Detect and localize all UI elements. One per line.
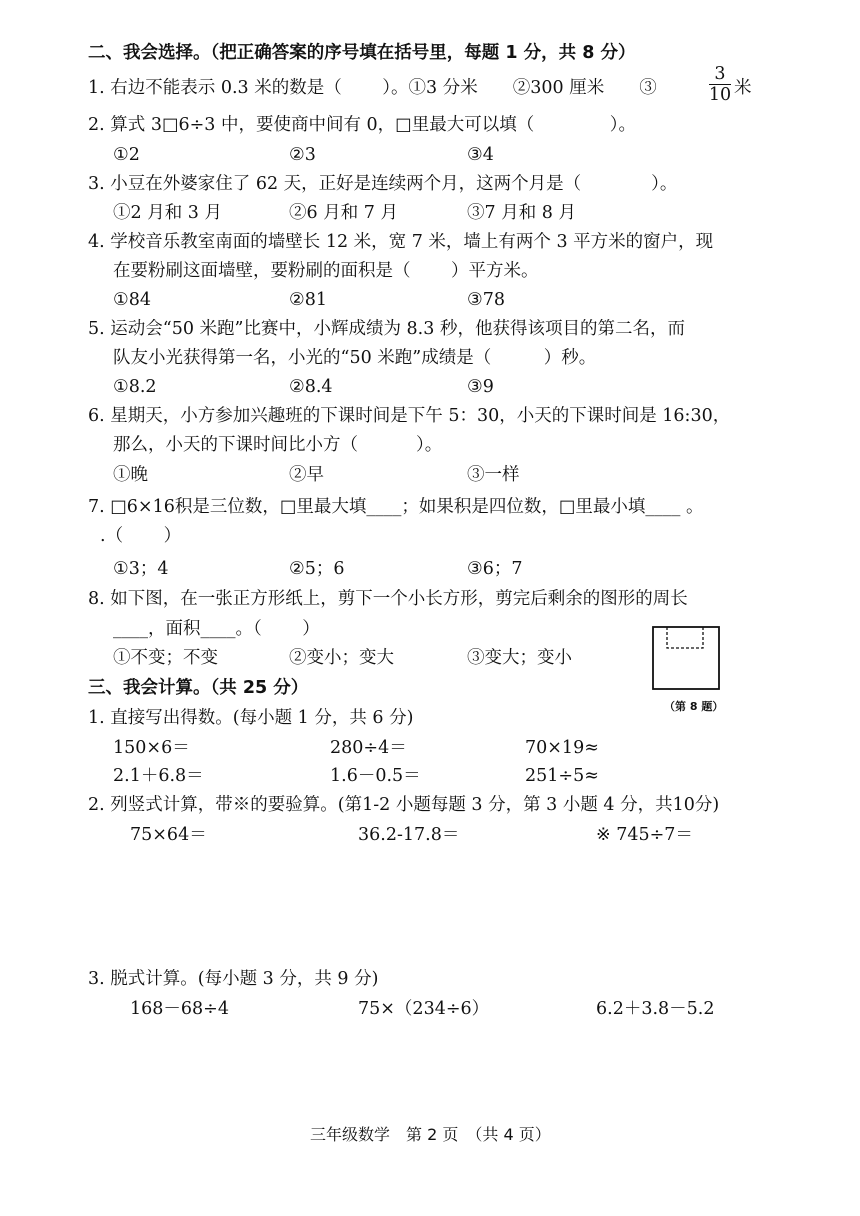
vertical-calc-item: ※ 745÷7＝ bbox=[596, 825, 693, 845]
q2-option-3: ③4 bbox=[467, 145, 494, 165]
part1-heading: 1. 直接写出得数。(每小题 1 分，共 6 分) bbox=[88, 708, 414, 728]
q8-figure-caption: （第 8 题） bbox=[664, 700, 724, 713]
q1-frac-num: 3 bbox=[714, 64, 726, 84]
calc-item: 70×19≈ bbox=[525, 738, 599, 758]
calc-item: 1.6－0.5＝ bbox=[330, 766, 421, 786]
q6-line2: 那么，小天的下课时间比小方（ ）。 bbox=[113, 435, 443, 455]
q1-frac-den: 10 bbox=[708, 85, 732, 105]
q2-stem: 2. 算式 3□6÷3 中，要使商中间有 0，□里最大可以填（ ）。 bbox=[88, 115, 637, 135]
q2-option-1: ①2 bbox=[113, 145, 140, 165]
q2-option-2: ②3 bbox=[289, 145, 316, 165]
page-footer: 三年级数学 第 2 页 （共 4 页） bbox=[310, 1125, 551, 1144]
q4-option-2: ②81 bbox=[289, 290, 327, 310]
q8-figure bbox=[651, 625, 721, 691]
cut-rectangle bbox=[667, 627, 703, 648]
calc-item: 150×6＝ bbox=[113, 738, 190, 758]
q4-option-1: ①84 bbox=[113, 290, 151, 310]
square-paper bbox=[653, 627, 719, 689]
calc-item: 251÷5≈ bbox=[525, 766, 599, 786]
q3-stem: 3. 小豆在外婆家住了 62 天，正好是连续两个月，这两个月是（ ）。 bbox=[88, 174, 678, 194]
part2-heading: 2. 列竖式计算，带※的要验算。(第1-2 小题每题 3 分，第 3 小题 4 分，共10分) bbox=[88, 795, 720, 815]
q8-line2: ____，面积____。（ ） bbox=[113, 619, 320, 639]
q8-line1: 8. 如下图，在一张正方形纸上，剪下一个小长方形，剪完后剩余的图形的周长 bbox=[88, 589, 688, 609]
q8-option-3: ③变大；变小 bbox=[467, 648, 572, 668]
q1-fraction bbox=[708, 64, 732, 105]
q1-stem: 1. 右边不能表示 0.3 米的数是（ ）。①3 分米 ②300 厘米 ③ bbox=[88, 78, 657, 98]
q3-option-2: ②6 月和 7 月 bbox=[289, 203, 398, 223]
stepwise-calc-item: 168－68÷4 bbox=[130, 999, 229, 1019]
q5-option-2: ②8.4 bbox=[289, 377, 333, 397]
q6-option-2: ②早 bbox=[289, 465, 324, 485]
q7-line2: .（ ） bbox=[100, 526, 182, 546]
part3-heading: 3. 脱式计算。(每小题 3 分，共 9 分) bbox=[88, 969, 379, 989]
q5-option-3: ③9 bbox=[467, 377, 494, 397]
q6-option-3: ③一样 bbox=[467, 465, 520, 485]
section-3-title: 三、我会计算。（共 25 分） bbox=[88, 678, 309, 698]
q3-option-3: ③7 月和 8 月 bbox=[467, 203, 576, 223]
stepwise-calc-item: 75×（234÷6） bbox=[358, 999, 490, 1019]
calc-item: 280÷4＝ bbox=[330, 738, 407, 758]
q8-option-1: ①不变；不变 bbox=[113, 648, 218, 668]
q8-option-2: ②变小；变大 bbox=[289, 648, 394, 668]
q6-line1: 6. 星期天，小方参加兴趣班的下课时间是下午 5：30，小天的下课时间是 16:30， bbox=[88, 406, 731, 426]
q3-option-1: ①2 月和 3 月 bbox=[113, 203, 222, 223]
q5-line2: 队友小光获得第一名，小光的“50 米跑”成绩是（ ）秒。 bbox=[113, 348, 597, 368]
q5-line1: 5. 运动会“50 米跑”比赛中，小辉成绩为 8.3 秒，他获得该项目的第二名，而 bbox=[88, 319, 685, 339]
q4-line2: 在要粉刷这面墙壁，要粉刷的面积是（ ）平方米。 bbox=[113, 261, 539, 281]
q7-option-2: ②5；6 bbox=[289, 559, 345, 579]
stepwise-calc-item: 6.2＋3.8－5.2 bbox=[596, 999, 715, 1019]
calc-item: 2.1＋6.8＝ bbox=[113, 766, 204, 786]
q6-option-1: ①晚 bbox=[113, 465, 148, 485]
q4-option-3: ③78 bbox=[467, 290, 505, 310]
q7-option-3: ③6；7 bbox=[467, 559, 523, 579]
vertical-calc-item: 75×64＝ bbox=[130, 825, 207, 845]
q1-tail: 米 bbox=[734, 78, 752, 98]
q7-line1: 7. □6×16积是三位数，□里最大填____；如果积是四位数，□里最小填____ 。 bbox=[88, 497, 704, 517]
vertical-calc-item: 36.2-17.8＝ bbox=[358, 825, 460, 845]
q7-option-1: ①3；4 bbox=[113, 559, 169, 579]
q5-option-1: ①8.2 bbox=[113, 377, 157, 397]
section-2-title: 二、我会选择。（把正确答案的序号填在括号里，每题 1 分，共 8 分） bbox=[88, 43, 636, 63]
q4-line1: 4. 学校音乐教室南面的墙壁长 12 米，宽 7 米，墙上有两个 3 平方米的窗户，现 bbox=[88, 232, 714, 252]
